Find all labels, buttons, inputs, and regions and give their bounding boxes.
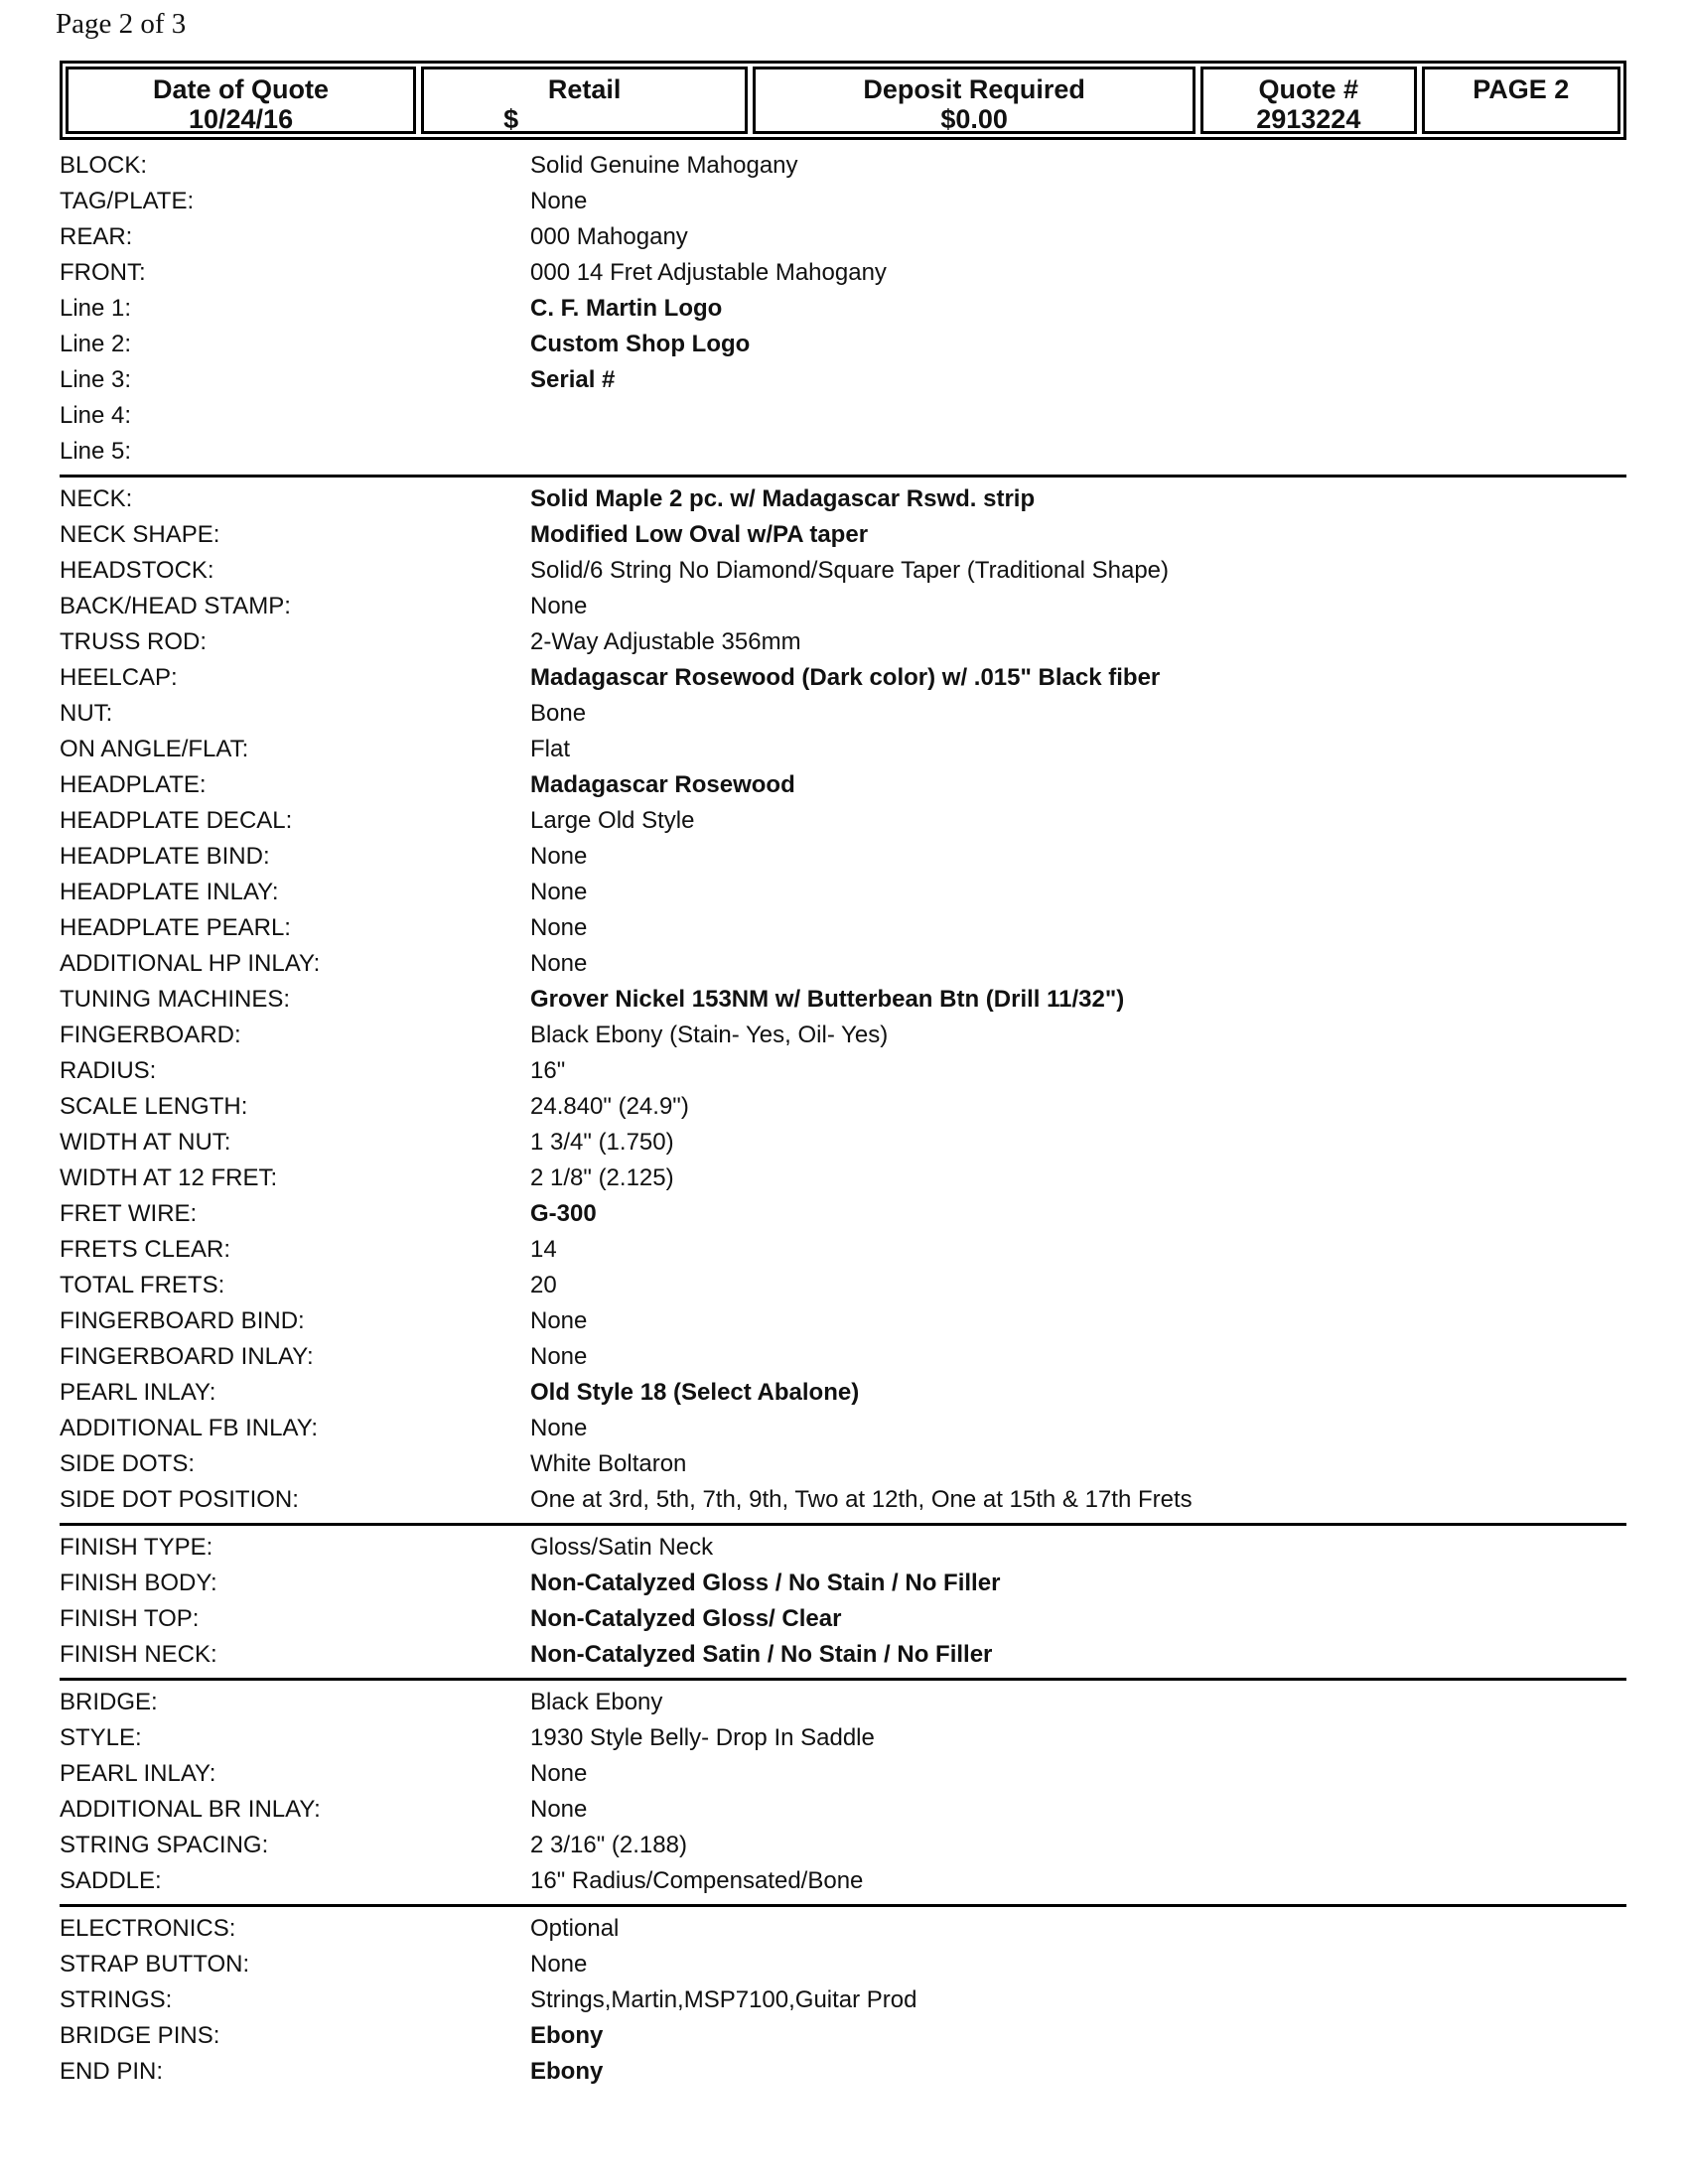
spec-row <box>60 2018 1626 2054</box>
retail-value: $ <box>503 104 519 134</box>
spec-row <box>60 291 1626 327</box>
spec-row <box>60 910 1626 946</box>
deposit-required-value: $0.00 <box>940 104 1008 134</box>
spec-row <box>60 1053 1626 1089</box>
spec-value: None <box>530 879 588 905</box>
spec-label: HEADPLATE PEARL: <box>60 914 291 941</box>
page-number: Page 2 of 3 <box>56 8 187 40</box>
spec-value: Grover Nickel 153NM w/ Butterbean Btn (Drill 11/32") <box>530 986 1125 1013</box>
spec-row <box>60 875 1626 910</box>
spec-row <box>60 1828 1626 1863</box>
spec-row <box>60 327 1626 362</box>
spec-value: 000 14 Fret Adjustable Mahogany <box>530 259 887 286</box>
quote-number-cell <box>1200 67 1416 134</box>
spec-label: STRING SPACING: <box>60 1832 269 1858</box>
spec-label: Line 1: <box>60 295 132 322</box>
spec-label: STRAP BUTTON: <box>60 1951 250 1978</box>
spec-value: None <box>530 1760 588 1787</box>
spec-label: ADDITIONAL FB INLAY: <box>60 1415 319 1441</box>
spec-label: SIDE DOT POSITION: <box>60 1486 299 1513</box>
spec-value: Madagascar Rosewood <box>530 771 795 798</box>
spec-row <box>60 767 1626 803</box>
spec-value: Serial # <box>530 366 616 393</box>
section-finish <box>60 1530 1626 1681</box>
spec-label: SCALE LENGTH: <box>60 1093 248 1120</box>
spec-label: FINISH NECK: <box>60 1641 217 1668</box>
spec-value: Madagascar Rosewood (Dark color) w/ .015" Black fiber <box>530 664 1161 691</box>
spec-row <box>60 1911 1626 1947</box>
spec-label: ELECTRONICS: <box>60 1915 236 1942</box>
spec-value: None <box>530 914 588 941</box>
spec-label: FINGERBOARD INLAY: <box>60 1343 314 1370</box>
spec-label: HEADPLATE BIND: <box>60 843 270 870</box>
spec-value: Solid/6 String No Diamond/Square Taper (Traditional Shape) <box>530 557 1170 584</box>
spec-value: Non-Catalyzed Gloss / No Stain / No Filler <box>530 1570 1001 1596</box>
quote-number-label: Quote # <box>1258 74 1359 104</box>
spec-label: HEELCAP: <box>60 664 178 691</box>
spec-value: Bone <box>530 700 587 727</box>
spec-value: Modified Low Oval w/PA taper <box>530 521 869 548</box>
spec-row <box>60 1160 1626 1196</box>
spec-row <box>60 1720 1626 1756</box>
spec-value: 24.840" (24.9") <box>530 1093 689 1120</box>
spec-row <box>60 1125 1626 1160</box>
spec-row <box>60 362 1626 398</box>
spec-row <box>60 732 1626 767</box>
section-bridge <box>60 1685 1626 1907</box>
spec-row <box>60 255 1626 291</box>
spec-value: Non-Catalyzed Satin / No Stain / No Filler <box>530 1641 993 1668</box>
spec-label: BLOCK: <box>60 152 148 179</box>
spec-label: STYLE: <box>60 1724 142 1751</box>
spec-row <box>60 1530 1626 1566</box>
spec-value: C. F. Martin Logo <box>530 295 723 322</box>
spec-value: None <box>530 1415 588 1441</box>
spec-value: None <box>530 1951 588 1978</box>
spec-row <box>60 839 1626 875</box>
spec-label: SADDLE: <box>60 1867 162 1894</box>
spec-label: FRETS CLEAR: <box>60 1236 231 1263</box>
spec-value: Non-Catalyzed Gloss/ Clear <box>530 1605 842 1632</box>
spec-label: TAG/PLATE: <box>60 188 195 214</box>
spec-row <box>60 1018 1626 1053</box>
spec-label: FINISH TOP: <box>60 1605 200 1632</box>
spec-value: None <box>530 843 588 870</box>
quote-header-table <box>60 61 1626 140</box>
spec-row <box>60 517 1626 553</box>
spec-label: NUT: <box>60 700 113 727</box>
spec-row <box>60 148 1626 184</box>
spec-row <box>60 1196 1626 1232</box>
deposit-required-label: Deposit Required <box>863 74 1085 104</box>
section-neck <box>60 481 1626 1526</box>
spec-row <box>60 1446 1626 1482</box>
spec-label: NECK SHAPE: <box>60 521 220 548</box>
spec-value: 000 Mahogany <box>530 223 688 250</box>
spec-value: Large Old Style <box>530 807 695 834</box>
spec-value: White Boltaron <box>530 1450 687 1477</box>
spec-label: HEADSTOCK: <box>60 557 214 584</box>
retail-cell <box>421 67 748 134</box>
spec-label: Line 5: <box>60 438 132 465</box>
spec-label: WIDTH AT 12 FRET: <box>60 1164 278 1191</box>
spec-label: Line 4: <box>60 402 132 429</box>
spec-label: ON ANGLE/FLAT: <box>60 736 249 762</box>
spec-row <box>60 660 1626 696</box>
spec-label: PEARL INLAY: <box>60 1760 216 1787</box>
spec-row <box>60 219 1626 255</box>
spec-value: None <box>530 1307 588 1334</box>
spec-row <box>60 1411 1626 1446</box>
date-of-quote-value: 10/24/16 <box>188 104 294 134</box>
spec-label: FINGERBOARD BIND: <box>60 1307 305 1334</box>
spec-label: REAR: <box>60 223 133 250</box>
spec-value: None <box>530 188 588 214</box>
spec-label: END PIN: <box>60 2058 164 2085</box>
spec-label: ADDITIONAL HP INLAY: <box>60 950 321 977</box>
spec-row <box>60 184 1626 219</box>
spec-value: None <box>530 1343 588 1370</box>
spec-label: HEADPLATE INLAY: <box>60 879 279 905</box>
date-of-quote-cell <box>66 67 416 134</box>
page-tag: PAGE 2 <box>1473 74 1570 104</box>
spec-value: Solid Genuine Mahogany <box>530 152 798 179</box>
spec-value: One at 3rd, 5th, 7th, 9th, Two at 12th, One at 15th & 17th Frets <box>530 1486 1193 1513</box>
spec-value: Flat <box>530 736 571 762</box>
spec-value: Ebony <box>530 2022 604 2049</box>
spec-value: 2-Way Adjustable 356mm <box>530 628 801 655</box>
spec-row <box>60 1947 1626 1982</box>
spec-value: 2 3/16" (2.188) <box>530 1832 687 1858</box>
spec-row <box>60 1566 1626 1601</box>
spec-label: FINISH BODY: <box>60 1570 217 1596</box>
retail-label: Retail <box>547 74 622 104</box>
date-of-quote-label: Date of Quote <box>153 74 330 104</box>
spec-label: FRET WIRE: <box>60 1200 198 1227</box>
spec-row <box>60 434 1626 470</box>
spec-row <box>60 1756 1626 1792</box>
spec-row <box>60 624 1626 660</box>
spec-label: FINISH TYPE: <box>60 1534 213 1561</box>
spec-label: FINGERBOARD: <box>60 1022 241 1048</box>
spec-row <box>60 481 1626 517</box>
page-tag-cell <box>1422 67 1620 134</box>
spec-value: 16" <box>530 1057 566 1084</box>
spec-value: 14 <box>530 1236 557 1263</box>
spec-row <box>60 1375 1626 1411</box>
spec-row <box>60 1685 1626 1720</box>
spec-row <box>60 553 1626 589</box>
quote-number-value: 2913224 <box>1256 104 1361 134</box>
spec-label: HEADPLATE DECAL: <box>60 807 293 834</box>
spec-label: WIDTH AT NUT: <box>60 1129 231 1156</box>
spec-row <box>60 1339 1626 1375</box>
spec-row <box>60 398 1626 434</box>
spec-row <box>60 946 1626 982</box>
spec-row <box>60 1089 1626 1125</box>
spec-value: Gloss/Satin Neck <box>530 1534 714 1561</box>
spec-value: Solid Maple 2 pc. w/ Madagascar Rswd. strip <box>530 485 1036 512</box>
spec-row <box>60 1792 1626 1828</box>
spec-list <box>60 148 1626 2099</box>
spec-label: NECK: <box>60 485 133 512</box>
spec-label: TUNING MACHINES: <box>60 986 291 1013</box>
spec-row <box>60 589 1626 624</box>
spec-label: Line 2: <box>60 331 132 357</box>
spec-row <box>60 1863 1626 1899</box>
spec-value: 16" Radius/Compensated/Bone <box>530 1867 864 1894</box>
spec-row <box>60 982 1626 1018</box>
spec-row <box>60 1268 1626 1303</box>
spec-label: RADIUS: <box>60 1057 157 1084</box>
spec-label: ADDITIONAL BR INLAY: <box>60 1796 321 1823</box>
spec-row <box>60 1637 1626 1673</box>
spec-label: BRIDGE PINS: <box>60 2022 220 2049</box>
spec-value: None <box>530 593 588 619</box>
spec-value: 1 3/4" (1.750) <box>530 1129 674 1156</box>
deposit-required-cell <box>753 67 1196 134</box>
spec-row <box>60 1232 1626 1268</box>
spec-value: Old Style 18 (Select Abalone) <box>530 1379 860 1406</box>
spec-label: TOTAL FRETS: <box>60 1272 225 1298</box>
spec-label: HEADPLATE: <box>60 771 207 798</box>
spec-value: None <box>530 950 588 977</box>
spec-row <box>60 2054 1626 2090</box>
section-hardware <box>60 1911 1626 2095</box>
spec-row <box>60 803 1626 839</box>
spec-row <box>60 1482 1626 1518</box>
spec-value: Optional <box>530 1915 620 1942</box>
spec-value: 1930 Style Belly- Drop In Saddle <box>530 1724 875 1751</box>
spec-label: BRIDGE: <box>60 1689 158 1715</box>
spec-value: Ebony <box>530 2058 604 2085</box>
section-block <box>60 148 1626 478</box>
spec-label: TRUSS ROD: <box>60 628 208 655</box>
spec-value: G-300 <box>530 1200 597 1227</box>
spec-value: 20 <box>530 1272 557 1298</box>
spec-label: FRONT: <box>60 259 146 286</box>
spec-row <box>60 1982 1626 2018</box>
spec-value: Black Ebony <box>530 1689 663 1715</box>
spec-label: SIDE DOTS: <box>60 1450 196 1477</box>
spec-row <box>60 1601 1626 1637</box>
spec-value: 2 1/8" (2.125) <box>530 1164 674 1191</box>
spec-label: BACK/HEAD STAMP: <box>60 593 291 619</box>
spec-value: Strings,Martin,MSP7100,Guitar Prod <box>530 1986 917 2013</box>
spec-label: STRINGS: <box>60 1986 173 2013</box>
spec-value: Custom Shop Logo <box>530 331 751 357</box>
spec-row <box>60 696 1626 732</box>
spec-label: Line 3: <box>60 366 132 393</box>
spec-value: None <box>530 1796 588 1823</box>
spec-value: Black Ebony (Stain- Yes, Oil- Yes) <box>530 1022 889 1048</box>
spec-row <box>60 1303 1626 1339</box>
spec-label: PEARL INLAY: <box>60 1379 216 1406</box>
